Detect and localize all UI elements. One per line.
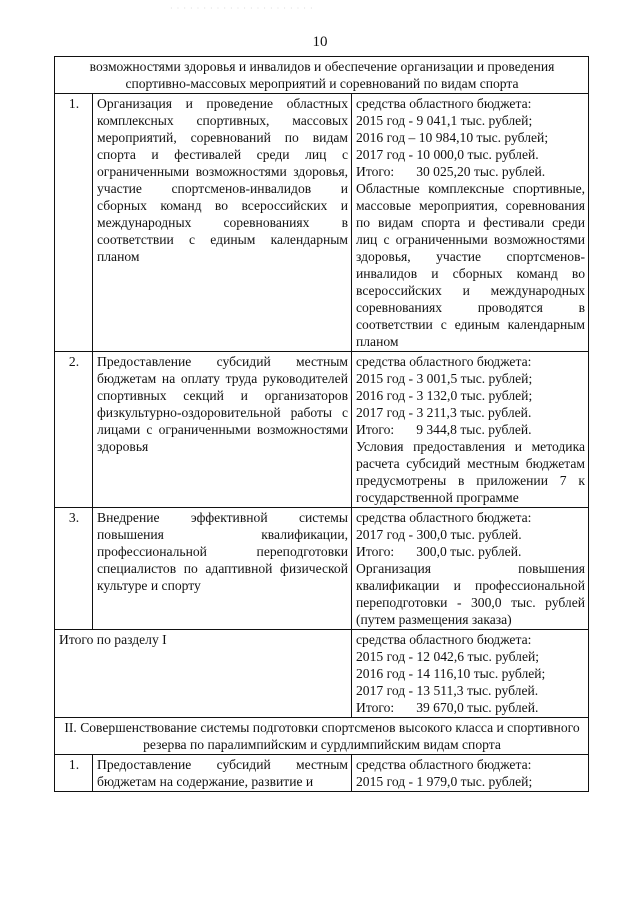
funding-label: средства областного бюджета:: [356, 632, 532, 647]
section-total-label: Итого по разделу I: [55, 630, 352, 718]
total-value: 39 670,0 тыс. рублей.: [416, 700, 539, 715]
page-number: 10: [312, 34, 328, 50]
funding-year: 2016 год - 3 132,0 тыс. рублей;: [356, 388, 533, 403]
row-number: 3.: [55, 508, 93, 630]
funding-note: Областные комплексные спортивные, массовые мероприятия, соревнования по видам спорта и фестивали среди лиц с ограниченными возможностями здоровья, участие спортсменов-инвалидов и сборных команд во всероссийских и международных соревнованиях проводятся в соответствии с единым календарным планом: [356, 181, 586, 349]
header-stamp: · · · · · · · · · · · · · · · · · · · · · ·: [170, 4, 314, 13]
funding-year: 2016 год – 10 984,10 тыс. рублей;: [356, 130, 549, 145]
total-value: 9 344,8 тыс. рублей.: [416, 422, 532, 437]
row-description: Внедрение эффективной системы повышения квалификации, профессиональной переподготовки специалистов по адаптивной физической культуре и спорту: [93, 508, 352, 630]
total-label: Итого:: [356, 544, 395, 559]
total-value: 30 025,20 тыс. рублей.: [416, 164, 546, 179]
funding-total: [356, 421, 585, 438]
row-funding: [352, 94, 589, 352]
funding-total: [356, 543, 585, 560]
total-label: Итого:: [356, 700, 395, 715]
funding-label: средства областного бюджета:: [356, 354, 532, 369]
row-description: Предоставление субсидий местным бюджетам на содержание, развитие и: [93, 755, 352, 792]
funding-label: средства областного бюджета:: [356, 96, 532, 111]
row-description: Предоставление субсидий местным бюджетам на оплату труда руководителей спортивных секций и организаторов физкультурно-оздоровительной работы с лицами с ограниченными возможностями здоровья: [93, 352, 352, 508]
funding-label: средства областного бюджета:: [356, 510, 532, 525]
funding-note: Условия предоставления и методика расчета субсидий местным бюджетам предусмотрены в приложении 7 к государственной программе: [356, 439, 586, 505]
row-number: 2.: [55, 352, 93, 508]
funding-year: 2017 год - 13 511,3 тыс. рублей.: [356, 683, 539, 698]
funding-total: [356, 699, 585, 716]
funding-year: 2015 год - 9 041,1 тыс. рублей;: [356, 113, 533, 128]
row-number: 1.: [55, 755, 93, 792]
section1-continuation: возможностями здоровья и инвалидов и обеспечение организации и проведения спортивно-массовых мероприятий и соревнований по видам спорта: [55, 57, 589, 94]
table-row: [55, 508, 589, 630]
row-description: Организация и проведение областных комплексных спортивных, массовых мероприятий, соревнований по видам спорта и фестивалей среди лиц с ограниченными возможностями здоровья, участие спортсменов-инвалидов и сборных команд во всероссийских и международных соревнованиях в соответствии с единым календарным планом: [93, 94, 352, 352]
funding-year: 2015 год - 1 979,0 тыс. рублей;: [356, 774, 533, 789]
total-label: Итого:: [356, 422, 395, 437]
row-funding: [352, 508, 589, 630]
funding-year: 2017 год - 3 211,3 тыс. рублей.: [356, 405, 532, 420]
table-row: [55, 94, 589, 352]
table-row: [55, 352, 589, 508]
funding-year: 2015 год - 12 042,6 тыс. рублей;: [356, 649, 540, 664]
row-funding: [352, 755, 589, 792]
funding-note: Организация повышения квалификации и профессиональной переподготовки - 300,0 тыс. рублей (путем размещения заказа): [356, 561, 586, 627]
row-funding: [352, 352, 589, 508]
section2-heading: II. Совершенствование системы подготовки спортсменов высокого класса и спортивного резерва по паралимпийским и сурдлимпийским видам спорта: [55, 718, 589, 755]
section-total-funding: [352, 630, 589, 718]
section-total-row: [55, 630, 589, 718]
section-heading-row: [55, 57, 589, 94]
section-heading-row: [55, 718, 589, 755]
funding-year: 2017 год - 300,0 тыс. рублей.: [356, 527, 522, 542]
row-number: 1.: [55, 94, 93, 352]
funding-year: 2017 год - 10 000,0 тыс. рублей.: [356, 147, 539, 162]
program-table: [54, 56, 589, 792]
funding-year: 2015 год - 3 001,5 тыс. рублей;: [356, 371, 533, 386]
total-label: Итого:: [356, 164, 395, 179]
funding-total: [356, 163, 585, 180]
total-value: 300,0 тыс. рублей.: [416, 544, 522, 559]
funding-label: средства областного бюджета:: [356, 757, 532, 772]
table-row: [55, 755, 589, 792]
funding-year: 2016 год - 14 116,10 тыс. рублей;: [356, 666, 546, 681]
